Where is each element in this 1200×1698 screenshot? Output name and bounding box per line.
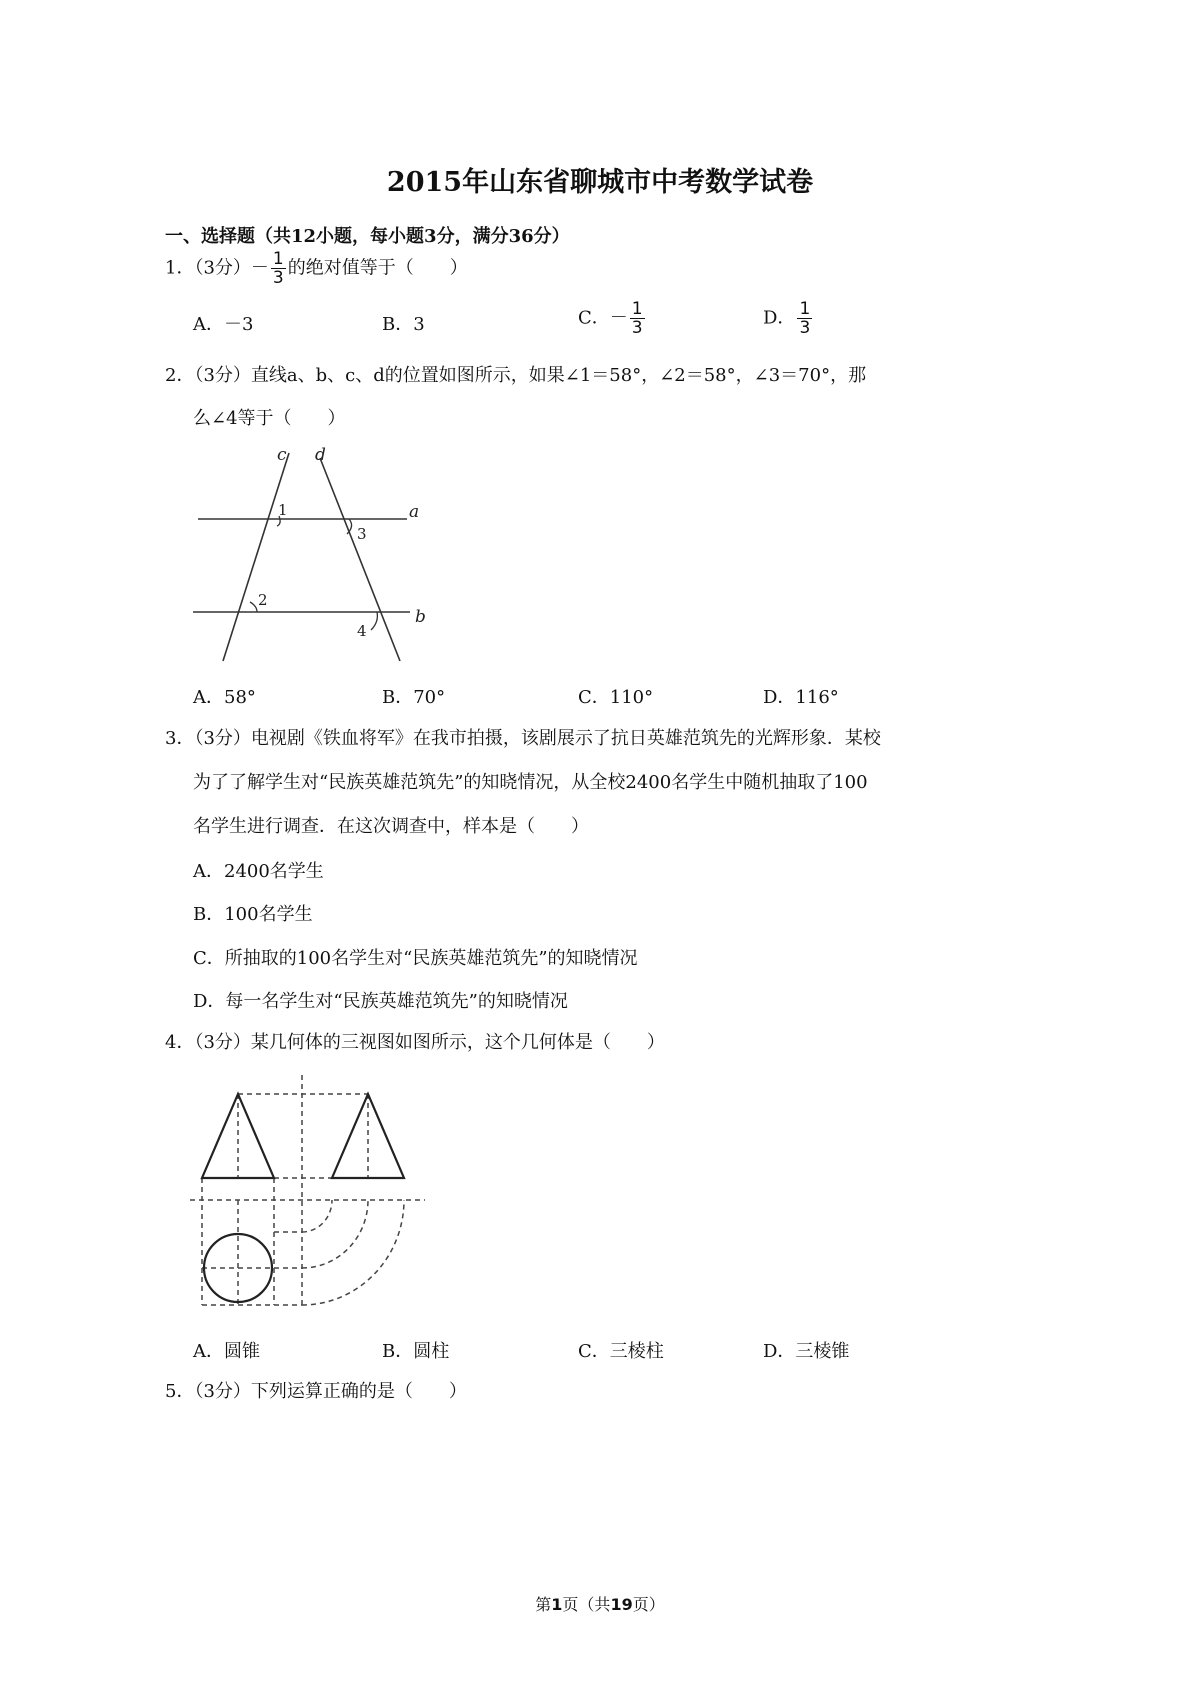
page-title: 2015年山东省聊城市中考数学试卷 xyxy=(386,167,814,198)
fraction-denominator: 3 xyxy=(272,268,284,288)
line-c xyxy=(223,453,289,661)
option-b: B．70° xyxy=(382,687,446,708)
label-angle-4: 4 xyxy=(357,622,367,640)
option-b: B．100名学生 xyxy=(193,904,313,925)
option-c: C．所抽取的100名学生对“民族英雄范筑先”的知晓情况 xyxy=(193,948,638,969)
footer-text: 页） xyxy=(632,1595,665,1614)
section-heading: 一、选择题（共12小题，每小题3分，满分36分） xyxy=(165,226,570,247)
option-d: D．每一名学生对“民族英雄范筑先”的知晓情况 xyxy=(193,991,568,1012)
question-number: 1．（3分） xyxy=(165,257,251,279)
minus-sign: － xyxy=(250,257,269,279)
option-a: A．58° xyxy=(193,687,256,708)
option-a: A．圆锥 xyxy=(193,1341,260,1362)
parallel-lines-figure xyxy=(185,440,445,670)
label-angle-3: 3 xyxy=(357,525,367,543)
question-2-line1: 2．（3分）直线a、b、c、d的位置如图所示，如果∠1＝58°，∠2＝58°，∠3＝70°，那 xyxy=(165,365,867,386)
option-d xyxy=(763,300,814,337)
fraction-denominator: 3 xyxy=(631,318,643,338)
label-c: c xyxy=(277,445,287,465)
fraction-denominator: 3 xyxy=(799,318,811,338)
option-a: A．2400名学生 xyxy=(193,861,324,882)
label-d: d xyxy=(315,445,326,465)
option-c: C．三棱柱 xyxy=(578,1341,664,1362)
option-a: A．－3 xyxy=(193,314,254,335)
page-number: 1 xyxy=(551,1595,563,1614)
question-2-line2: 么∠4等于（ ） xyxy=(193,408,346,429)
footer-text: 第 xyxy=(535,1595,552,1614)
angle-2-arc xyxy=(250,602,257,612)
option-b: B．圆柱 xyxy=(382,1341,450,1362)
option-c xyxy=(578,300,647,337)
option-d: D．116° xyxy=(763,687,839,708)
question-3-line3: 名学生进行调查．在这次调查中，样本是（ ） xyxy=(193,816,589,837)
total-pages: 19 xyxy=(610,1595,633,1614)
fraction-numerator: 1 xyxy=(631,299,643,319)
fraction xyxy=(630,300,645,337)
three-views-figure xyxy=(190,1070,430,1315)
fraction-numerator: 1 xyxy=(799,299,811,319)
label-a: a xyxy=(409,502,420,522)
question-1 xyxy=(165,250,468,287)
label-angle-1: 1 xyxy=(278,501,288,519)
fraction-numerator: 1 xyxy=(272,249,284,269)
question-text: 的绝对值等于（ ） xyxy=(287,257,468,279)
page-footer xyxy=(0,1592,1200,1615)
question-3-line1: 3．（3分）电视剧《铁血将军》在我市拍摄，该剧展示了抗日英雄范筑先的光辉形象．某校 xyxy=(165,728,881,749)
label-angle-2: 2 xyxy=(258,591,268,609)
footer-text: 页（共 xyxy=(562,1595,611,1614)
question-3-line2: 为了了解学生对“民族英雄范筑先”的知晓情况，从全校2400名学生中随机抽取了100 xyxy=(193,772,868,793)
fraction xyxy=(271,250,286,287)
label-b: b xyxy=(415,607,426,627)
projection-guides xyxy=(190,1075,425,1305)
option-d: D．三棱锥 xyxy=(763,1341,850,1362)
question-4-line1: 4．（3分）某几何体的三视图如图所示，这个几何体是（ ） xyxy=(165,1032,665,1053)
question-5-line1: 5．（3分）下列运算正确的是（ ） xyxy=(165,1381,467,1402)
option-c: C．110° xyxy=(578,687,654,708)
fraction xyxy=(797,300,812,337)
option-label: C．－ xyxy=(578,307,628,329)
option-label: D． xyxy=(763,307,796,329)
option-b: B．3 xyxy=(382,314,425,335)
angle-4-arc xyxy=(371,612,377,630)
